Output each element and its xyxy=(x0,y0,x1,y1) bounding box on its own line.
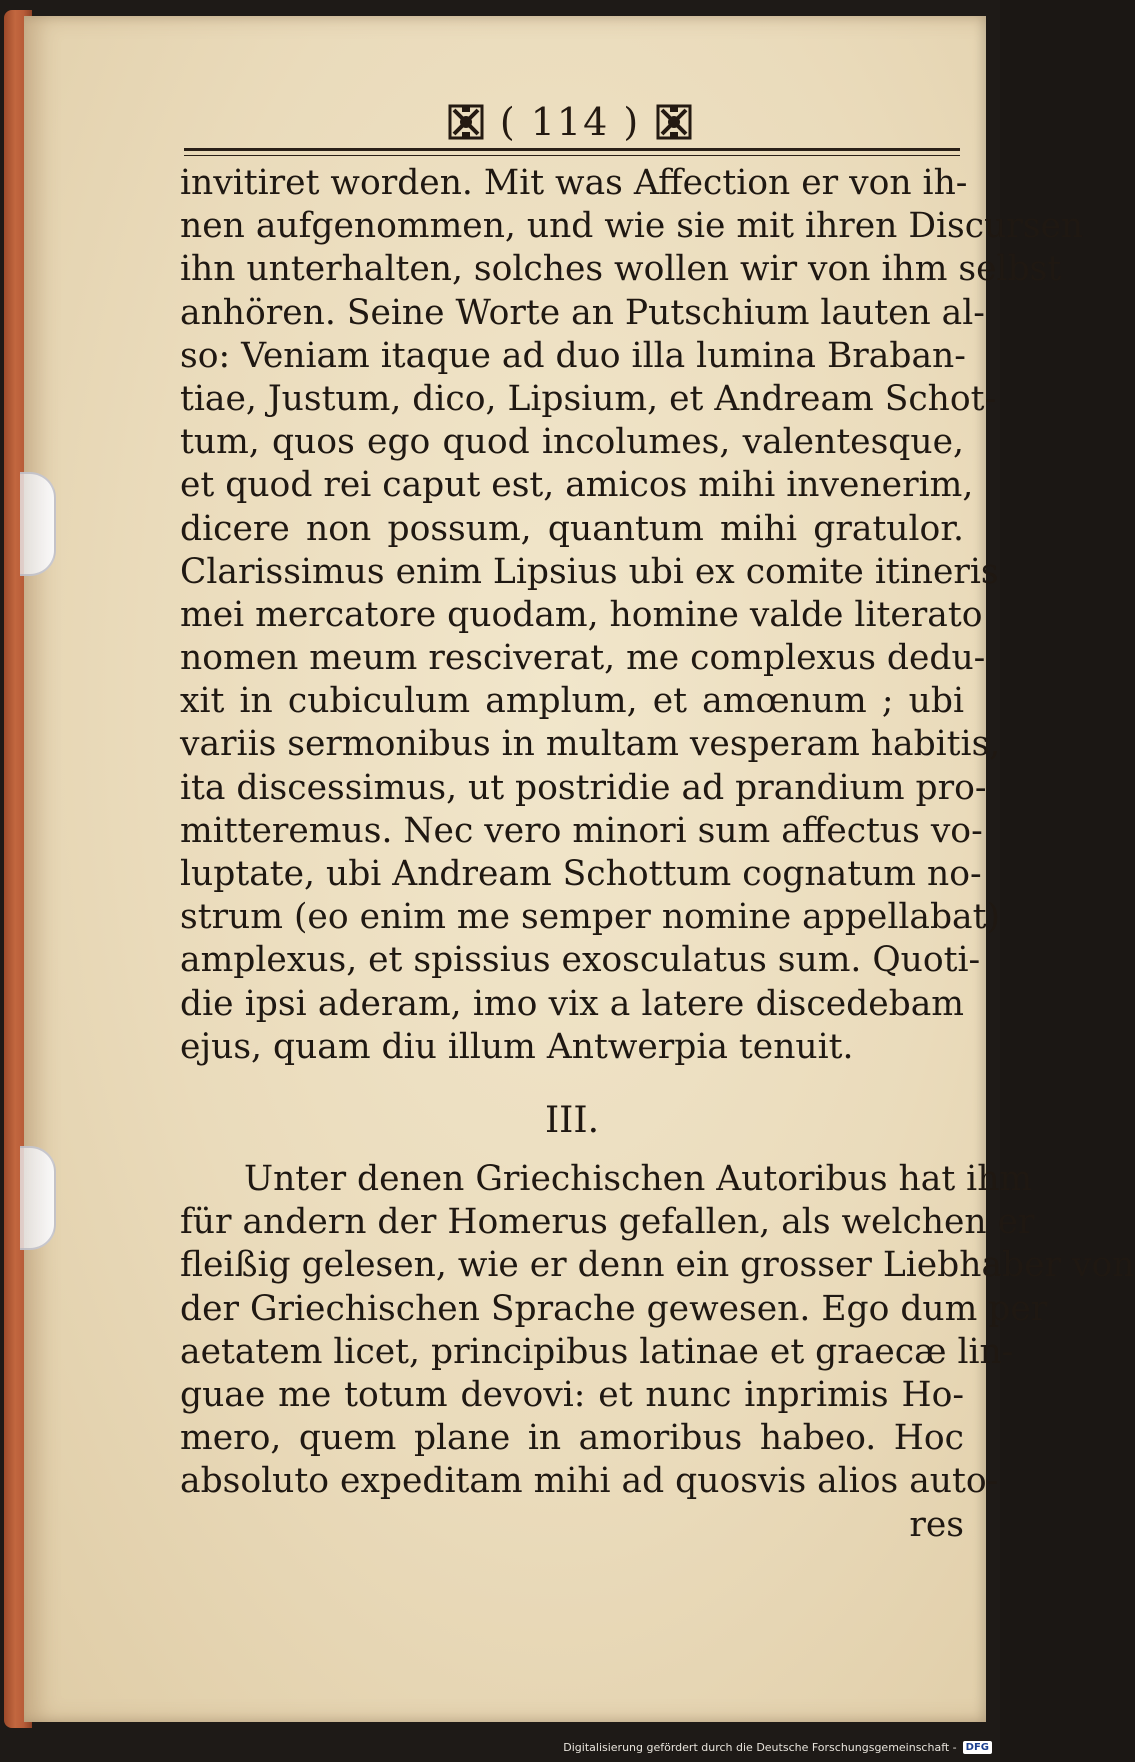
page-header xyxy=(180,92,960,152)
digitization-credit xyxy=(563,1736,992,1758)
page-number: ( 114 ) xyxy=(499,100,641,144)
text-line: mitteremus. Nec vero minori sum affectus vo- xyxy=(180,810,983,851)
page-clip-upper xyxy=(20,472,56,576)
text-line: für andern der Homerus gefallen, als welchen er xyxy=(180,1202,1035,1243)
text-line: mero, quem plane in amoribus habeo. Hoc xyxy=(180,1418,964,1459)
text-line: nen aufgenommen, und wie sie mit ihren Discursen xyxy=(180,206,1084,247)
text-line: anhören. Seine Worte an Putschium lauten al- xyxy=(180,292,985,333)
text-line: ihn unterhalten, solches wollen wir von ihm selbst xyxy=(180,249,1062,290)
ornament-left-icon xyxy=(448,104,484,140)
text-line: fleißig gelesen, wie er denn ein grosser Liebhaber von xyxy=(180,1245,1135,1286)
text-line: tiae, Justum, dico, Lipsium, et Andream Schot- xyxy=(180,378,997,419)
text-line: Clarissimus enim Lipsius ubi ex comite itineris xyxy=(180,551,999,592)
dfg-logo: DFG xyxy=(963,1741,992,1754)
text-line: so: Veniam itaque ad duo illa lumina Braban- xyxy=(180,335,966,376)
text-line: amplexus, et spissius exosculatus sum. Quoti- xyxy=(180,940,981,981)
text-line: der Griechischen Sprache gewesen. Ego dum per xyxy=(180,1288,1048,1329)
text-line: variis sermonibus in multam vesperam habitis, xyxy=(180,724,1001,765)
text-line: et quod rei caput est, amicos mihi invenerim, xyxy=(180,465,974,506)
text-line: Unter denen Griechischen Autoribus hat ihm xyxy=(244,1159,1033,1199)
catchword: res xyxy=(909,1504,964,1545)
text-line: tum, quos ego quod incolumes, valentesque, xyxy=(180,422,964,463)
page-clip-lower xyxy=(20,1146,56,1250)
credit-text: Digitalisierung gefördert durch die Deutsche Forschungsgemeinschaft - xyxy=(563,1740,957,1754)
text-line: nomen meum resciverat, me complexus dedu- xyxy=(180,638,986,679)
body-text xyxy=(180,162,1084,1069)
section-text xyxy=(180,1158,1135,1547)
text-line: luptate, ubi Andream Schottum cognatum no- xyxy=(180,854,982,894)
header-rule xyxy=(184,148,960,156)
text-line: guae me totum devovi: et nunc inprimis Ho- xyxy=(180,1374,964,1415)
section-heading: III. xyxy=(544,1100,600,1141)
text-line: mei mercatore quodam, homine valde literato xyxy=(180,594,983,635)
text-line: xit in cubiculum amplum, et amœnum ; ubi xyxy=(180,681,964,722)
ornament-right-icon xyxy=(656,104,692,140)
text-line: ejus, quam diu illum Antwerpia tenuit. xyxy=(180,1026,854,1067)
text-line: die ipsi aderam, imo vix a latere discedebam xyxy=(180,983,964,1024)
text-line: invitiret worden. Mit was Affection er von ih- xyxy=(180,163,968,203)
text-line: dicere non possum, quantum mihi gratulor. xyxy=(180,508,964,549)
text-line: aetatem licet, principibus latinae et graecæ lin- xyxy=(180,1331,1014,1372)
text-line: strum (eo enim me semper nomine appellabat) xyxy=(180,897,1000,938)
text-line: absoluto expeditam mihi ad quosvis alios auto- xyxy=(180,1461,999,1502)
text-line: ita discessimus, ut postridie ad prandium pro- xyxy=(180,767,987,808)
